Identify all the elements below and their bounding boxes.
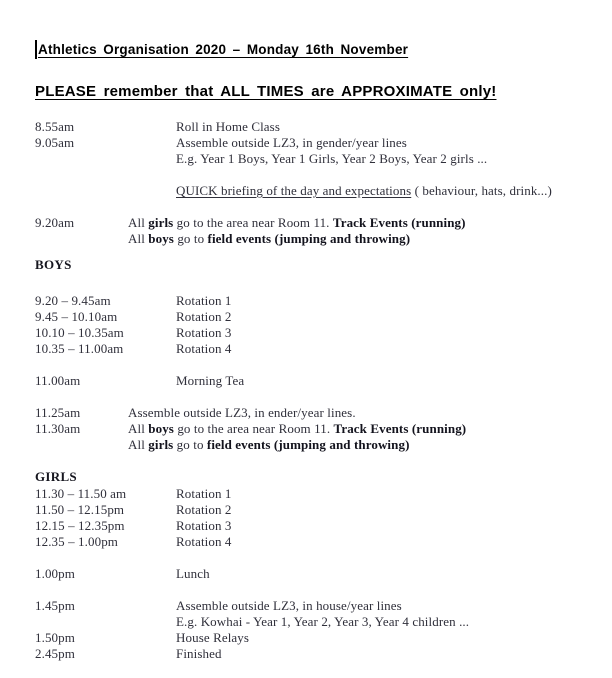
- time-cell: 1.50pm: [35, 630, 75, 645]
- text-segment: go to: [173, 231, 208, 246]
- schedule-row-girls-rotation-4: [35, 534, 602, 550]
- page-subtitle: PLEASE remember that ALL TIMES are APPROXIMATE only!: [35, 83, 497, 100]
- title-row: [35, 40, 602, 60]
- time-cell: 9.45 – 10.10am: [35, 309, 118, 324]
- time-cell: 10.10 – 10.35am: [35, 325, 124, 340]
- text-segment-bold: girls: [148, 215, 174, 230]
- time-cell: 11.00am: [35, 373, 81, 388]
- schedule-row-assemble-example: [35, 151, 602, 167]
- schedule-row-split-920: [35, 215, 602, 231]
- activity-cell: [128, 437, 602, 453]
- time-cell: 9.05am: [35, 135, 75, 150]
- activity-cell: Assemble outside LZ3, in house/year lines: [176, 598, 402, 613]
- time-cell: 1.45pm: [35, 598, 75, 613]
- activity-cell: Rotation 1: [176, 486, 232, 501]
- time-cell: 11.25am: [35, 405, 81, 420]
- text-segment: go to the area near Room 11.: [173, 421, 334, 436]
- activity-cell: [176, 183, 602, 199]
- text-segment-bold: boys: [148, 421, 174, 436]
- section-heading-boys: BOYS: [35, 257, 72, 272]
- schedule-row-split-1130-line2: [35, 437, 602, 453]
- text-segment-bold: field events (jumping and throwing): [206, 437, 410, 452]
- text-segment-bold: field events (jumping and throwing): [207, 231, 411, 246]
- time-cell: 11.30 – 11.50 am: [35, 486, 127, 501]
- schedule-row-boys-rotation-1: [35, 293, 602, 309]
- activity-cell: Rotation 4: [176, 341, 232, 356]
- activity-cell: Assemble outside LZ3, in ender/year lines.: [128, 405, 356, 420]
- schedule-row-boys-rotation-3: [35, 325, 602, 341]
- activity-cell: [128, 215, 602, 231]
- time-cell: 12.35 – 1.00pm: [35, 534, 119, 549]
- activity-cell: Assemble outside LZ3, in gender/year lines: [176, 135, 407, 150]
- schedule-row-assemble-afternoon: [35, 598, 602, 614]
- schedule-row-assemble-midday: [35, 405, 602, 421]
- time-cell: 8.55am: [35, 119, 75, 134]
- text-segment: All: [128, 421, 149, 436]
- schedule-row-boys-rotation-2: [35, 309, 602, 325]
- schedule-row-afternoon-example: [35, 614, 602, 630]
- activity-cell: Rotation 3: [176, 325, 232, 340]
- schedule-row-lunch: [35, 566, 602, 582]
- schedule-row-split-1130: [35, 421, 602, 437]
- text-segment: All: [128, 215, 149, 230]
- schedule-row-split-920-line2: [35, 231, 602, 247]
- text-segment-bold: boys: [148, 231, 174, 246]
- activity-cell: E.g. Year 1 Boys, Year 1 Girls, Year 2 Boys, Year 2 girls ...: [176, 151, 488, 166]
- schedule-row-finished: [35, 646, 602, 662]
- activity-cell: Roll in Home Class: [176, 119, 280, 134]
- schedule-row-girls-rotation-3: [35, 518, 602, 534]
- text-segment: go to: [173, 437, 207, 452]
- schedule-row-assemble-morning: [35, 135, 602, 151]
- time-cell: 11.30am: [35, 421, 81, 436]
- text-segment: All: [128, 437, 149, 452]
- activity-cell: E.g. Kowhai - Year 1, Year 2, Year 3, Year 4 children ...: [176, 614, 470, 629]
- time-cell: 9.20am: [35, 215, 75, 230]
- page-title: Athletics Organisation 2020 – Monday 16th November: [38, 42, 409, 57]
- activity-cell: Rotation 2: [176, 309, 232, 324]
- schedule-row-roll-call: [35, 119, 602, 135]
- schedule-row-briefing: [35, 183, 602, 199]
- time-cell: 12.15 – 12.35pm: [35, 518, 125, 533]
- activity-cell: Lunch: [176, 566, 210, 581]
- activity-cell: [128, 421, 602, 437]
- time-cell: 1.00pm: [35, 566, 75, 581]
- schedule-row-house-relays: [35, 630, 602, 646]
- schedule-row-boys-rotation-4: [35, 341, 602, 357]
- activity-cell: Morning Tea: [176, 373, 245, 388]
- activity-cell: Finished: [176, 646, 222, 661]
- schedule-row-morning-tea: [35, 373, 602, 389]
- time-cell: 9.20 – 9.45am: [35, 293, 111, 308]
- activity-cell: Rotation 4: [176, 534, 232, 549]
- activity-cell: Rotation 2: [176, 502, 232, 517]
- text-segment-bold: girls: [148, 437, 174, 452]
- briefing-underlined-text: QUICK briefing of the day and expectations: [176, 183, 412, 198]
- time-cell: 10.35 – 11.00am: [35, 341, 124, 356]
- text-segment-bold: Track Events (running): [332, 215, 466, 230]
- activity-cell: Rotation 3: [176, 518, 232, 533]
- text-cursor: [35, 40, 37, 59]
- text-segment: go to the area near Room 11.: [173, 215, 333, 230]
- text-segment: All: [128, 231, 149, 246]
- briefing-note: ( behaviour, hats, drink...): [411, 183, 552, 198]
- text-segment-bold: Track Events (running): [333, 421, 467, 436]
- activity-cell: House Relays: [176, 630, 250, 645]
- activity-cell: [128, 231, 602, 247]
- activity-cell: Rotation 1: [176, 293, 232, 308]
- time-cell: 11.50 – 12.15pm: [35, 502, 125, 517]
- section-heading-girls: GIRLS: [35, 469, 77, 484]
- schedule-row-girls-rotation-2: [35, 502, 602, 518]
- time-cell: 2.45pm: [35, 646, 75, 661]
- schedule-row-girls-rotation-1: [35, 486, 602, 502]
